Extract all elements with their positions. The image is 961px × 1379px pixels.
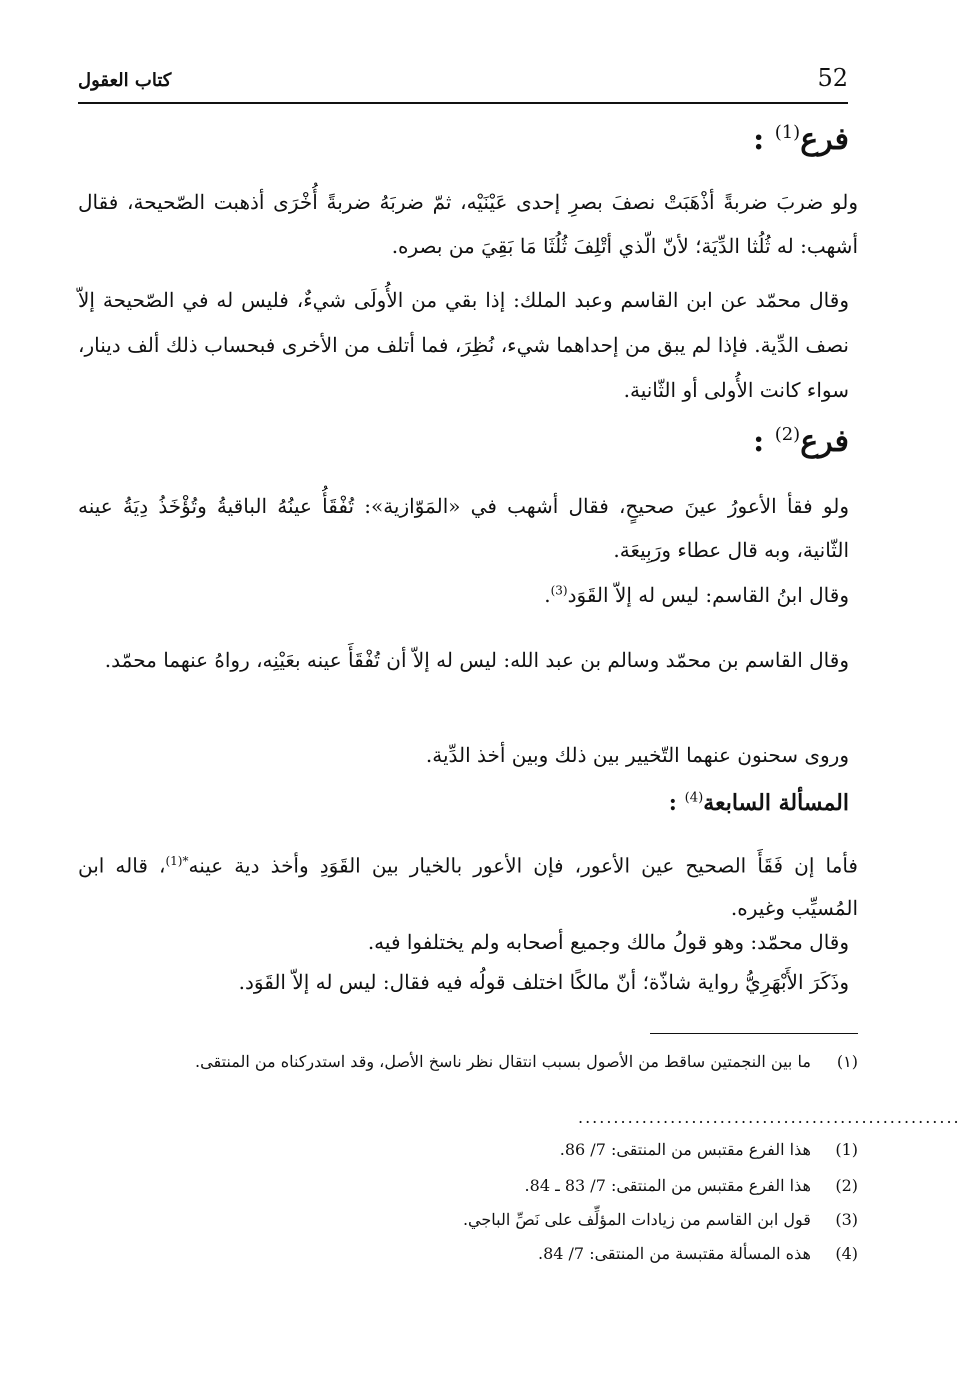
footnote-2-text: هذا الفرع مقتبس من المنتقى: 7/ 83 ـ 84. (524, 1176, 811, 1195)
editor-footnote (195, 1052, 858, 1071)
paragraph-9: وذَكَرَ الأَبْهَرِيُّ رواية شاذّة؛ أنّ مالكًا اختلف قولُه فيه فقال: ليس له إلاّ القَوَد. (238, 970, 849, 994)
footnote-ref-1: (1) (774, 122, 801, 143)
editor-footnote-number: (١) (836, 1052, 858, 1071)
heading-1-colon: : (753, 122, 765, 157)
footnote-4-number: (4) (835, 1244, 858, 1263)
section-heading-colon: : (668, 790, 677, 816)
footnote-3-number: (3) (835, 1210, 858, 1229)
heading-2-colon: : (753, 424, 765, 459)
footnote-1-number: (1) (835, 1140, 858, 1159)
paragraph-4-text: وقال ابنُ القاسم: ليس له إلاّ القَوَد (567, 583, 849, 607)
paragraph-3: ولو فقأ الأعورُ عينَ صحيحٍ، فقال أشهب في «المَوّازية»: تُفْقَأُ عينُهُ الباقيةُ وتُؤْخَذُ دِيَةُ عينه الثّانية، وبه قال عطاء ورَبِيعَة. (78, 494, 849, 562)
page-number: 52 (817, 64, 848, 92)
dotted-separator: ...................................................... (578, 1108, 961, 1127)
footnote-ref-2: (2) (774, 424, 801, 445)
branch-heading-1 (753, 122, 849, 157)
paragraph-7-text-b: ، قاله ابن المُسيِّب وغيره. (78, 853, 858, 920)
paragraph-1: ولو ضربَ ضربةً أذْهَبَتْ نصفَ بصرِ إحدى عَيْنَيْه، ثمّ ضربَهُ ضربةً أُخْرَى أذهبت الصّحيحة، فقال أشهب: له ثُلُثا الدِّيَة؛ لأنّ الّذي أتْلِفَ ثُلُثَا مَا بَقِيَ من بصره. (78, 190, 858, 258)
editor-footnote-text: ما بين النجمتين ساقط من الأصول بسبب انتقال نظر ناسخ الأصل، وقد استدركناه من المنتقى. (195, 1052, 811, 1071)
page-header (78, 62, 848, 104)
paragraph-4 (544, 583, 849, 607)
paragraph-5: وقال القاسم بن محمّد وسالم بن عبد الله: ليس له إلاّ أن تُفْقَأَ عينه بعَيْنِه، رواهُ عنهما محمّد. (104, 648, 849, 672)
footnote-ref-4: (4) (684, 790, 704, 806)
branch-heading-2 (753, 424, 849, 459)
footnote-4 (538, 1244, 858, 1263)
branch-heading-2-text: فرع (800, 424, 849, 459)
running-title: كتاب العقول (78, 70, 172, 91)
footnote-1-text: هذا الفرع مقتبس من المنتقى: 7/ 86. (559, 1140, 811, 1159)
paragraph-4-period: . (544, 583, 551, 607)
paragraph-7 (78, 840, 858, 929)
footnote-4-text: هذه المسألة مقتبسة من المنتقى: 7/ 84. (537, 1244, 811, 1263)
footnote-2 (525, 1176, 858, 1195)
section-heading (669, 790, 849, 816)
paragraph-7-text-a: فأما إن فَقَأَ الصحيح عين الأعور، فإن الأعور بالخيار بين القَوَدِ وأخذ دية عينه (188, 853, 858, 878)
section-heading-text: المسألة السابعة (703, 790, 849, 816)
footnote-3-text: قول ابن القاسم من زيادات المؤلِّف على نَصِّ الباجي. (462, 1210, 811, 1229)
footnote-ref-3: (3) (550, 583, 568, 598)
paragraph-8: وقال محمّد: وهو قولُ مالك وجميع أصحابه ولم يختلفوا فيه. (367, 930, 849, 954)
footnote-rule (650, 1033, 858, 1034)
paragraph-2: وقال محمّد عن ابن القاسم وعبد الملك: إذا بقي من الأُولَى شيءٌ، فليس له في الصّحيحة إلاّ نصف الدِّية. فإذا لم يبق من إحداهما شيء، نُظِرَ، فما أتلف من الأخرى فبحساب ذلك ألف دينار، سواء كانت الأُولى أو الثّانية. (78, 288, 849, 402)
footnote-3 (463, 1210, 858, 1229)
footnote-1 (560, 1140, 858, 1159)
editor-note-ref: *(1) (165, 854, 189, 868)
footnote-2-number: (2) (835, 1176, 858, 1195)
paragraph-6: وروى سحنون عنهما التّخيير بين ذلك وبين أخذ الدِّية. (425, 743, 849, 767)
branch-heading-1-text: فرع (800, 122, 849, 157)
